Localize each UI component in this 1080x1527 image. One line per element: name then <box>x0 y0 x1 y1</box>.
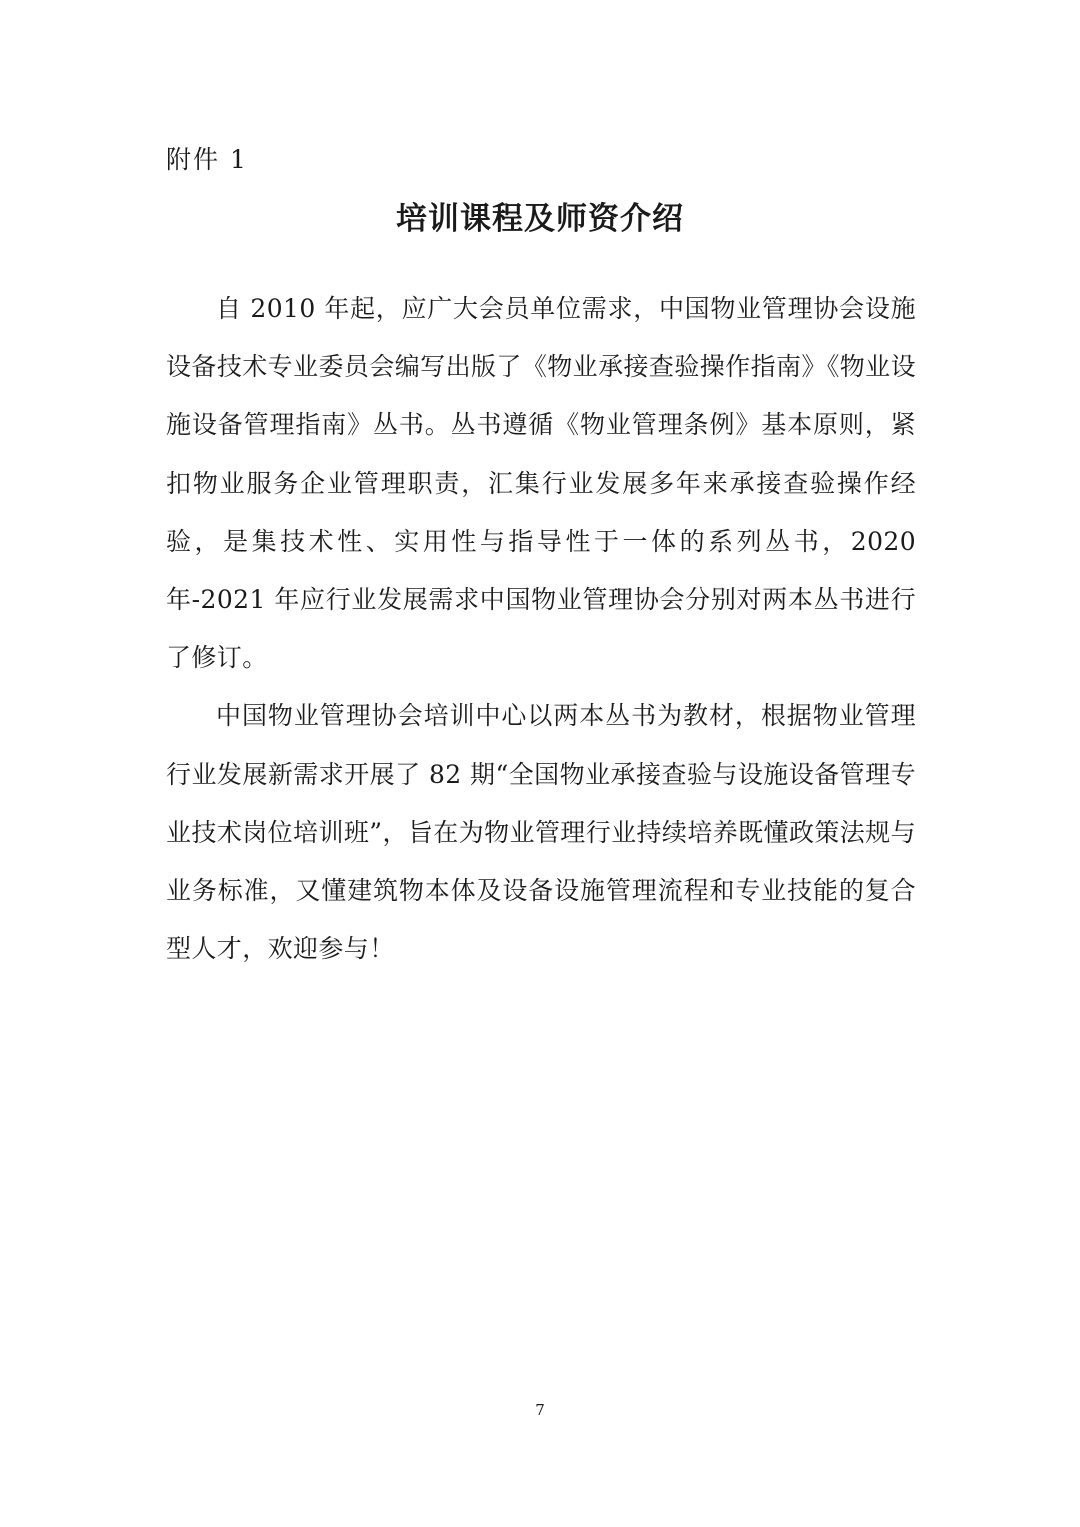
attachment-label: 附件 1 <box>166 145 248 174</box>
document-body <box>166 280 916 978</box>
document-title: 培训课程及师资介绍 <box>396 201 684 237</box>
paragraph-intro: 自 2010 年起，应广大会员单位需求，中国物业管理协会设施设备技术专业委员会编写出版了《物业承接查验操作指南》《物业设施设备管理指南》丛书。丛书遵循《物业管理条例》基本原则，紧扣物业服务企业管理职责，汇集行业发展多年来承接查验操作经验，是集技术性、实用性与指导性于一体的系列丛书，2020 年-2021 年应行业发展需求中国物业管理协会分别对两本丛书进行了修订。 <box>166 294 916 673</box>
page-number: 7 <box>535 1401 545 1419</box>
paragraph-training-center: 中国物业管理协会培训中心以两本丛书为教材，根据物业管理行业发展新需求开展了 82 期“全国物业承接查验与设施设备管理专业技术岗位培训班”，旨在为物业管理行业持续培养既懂政策法规与业务标准，又懂建筑物本体及设备设施管理流程和专业技能的复合型人才，欢迎参与！ <box>166 701 916 964</box>
